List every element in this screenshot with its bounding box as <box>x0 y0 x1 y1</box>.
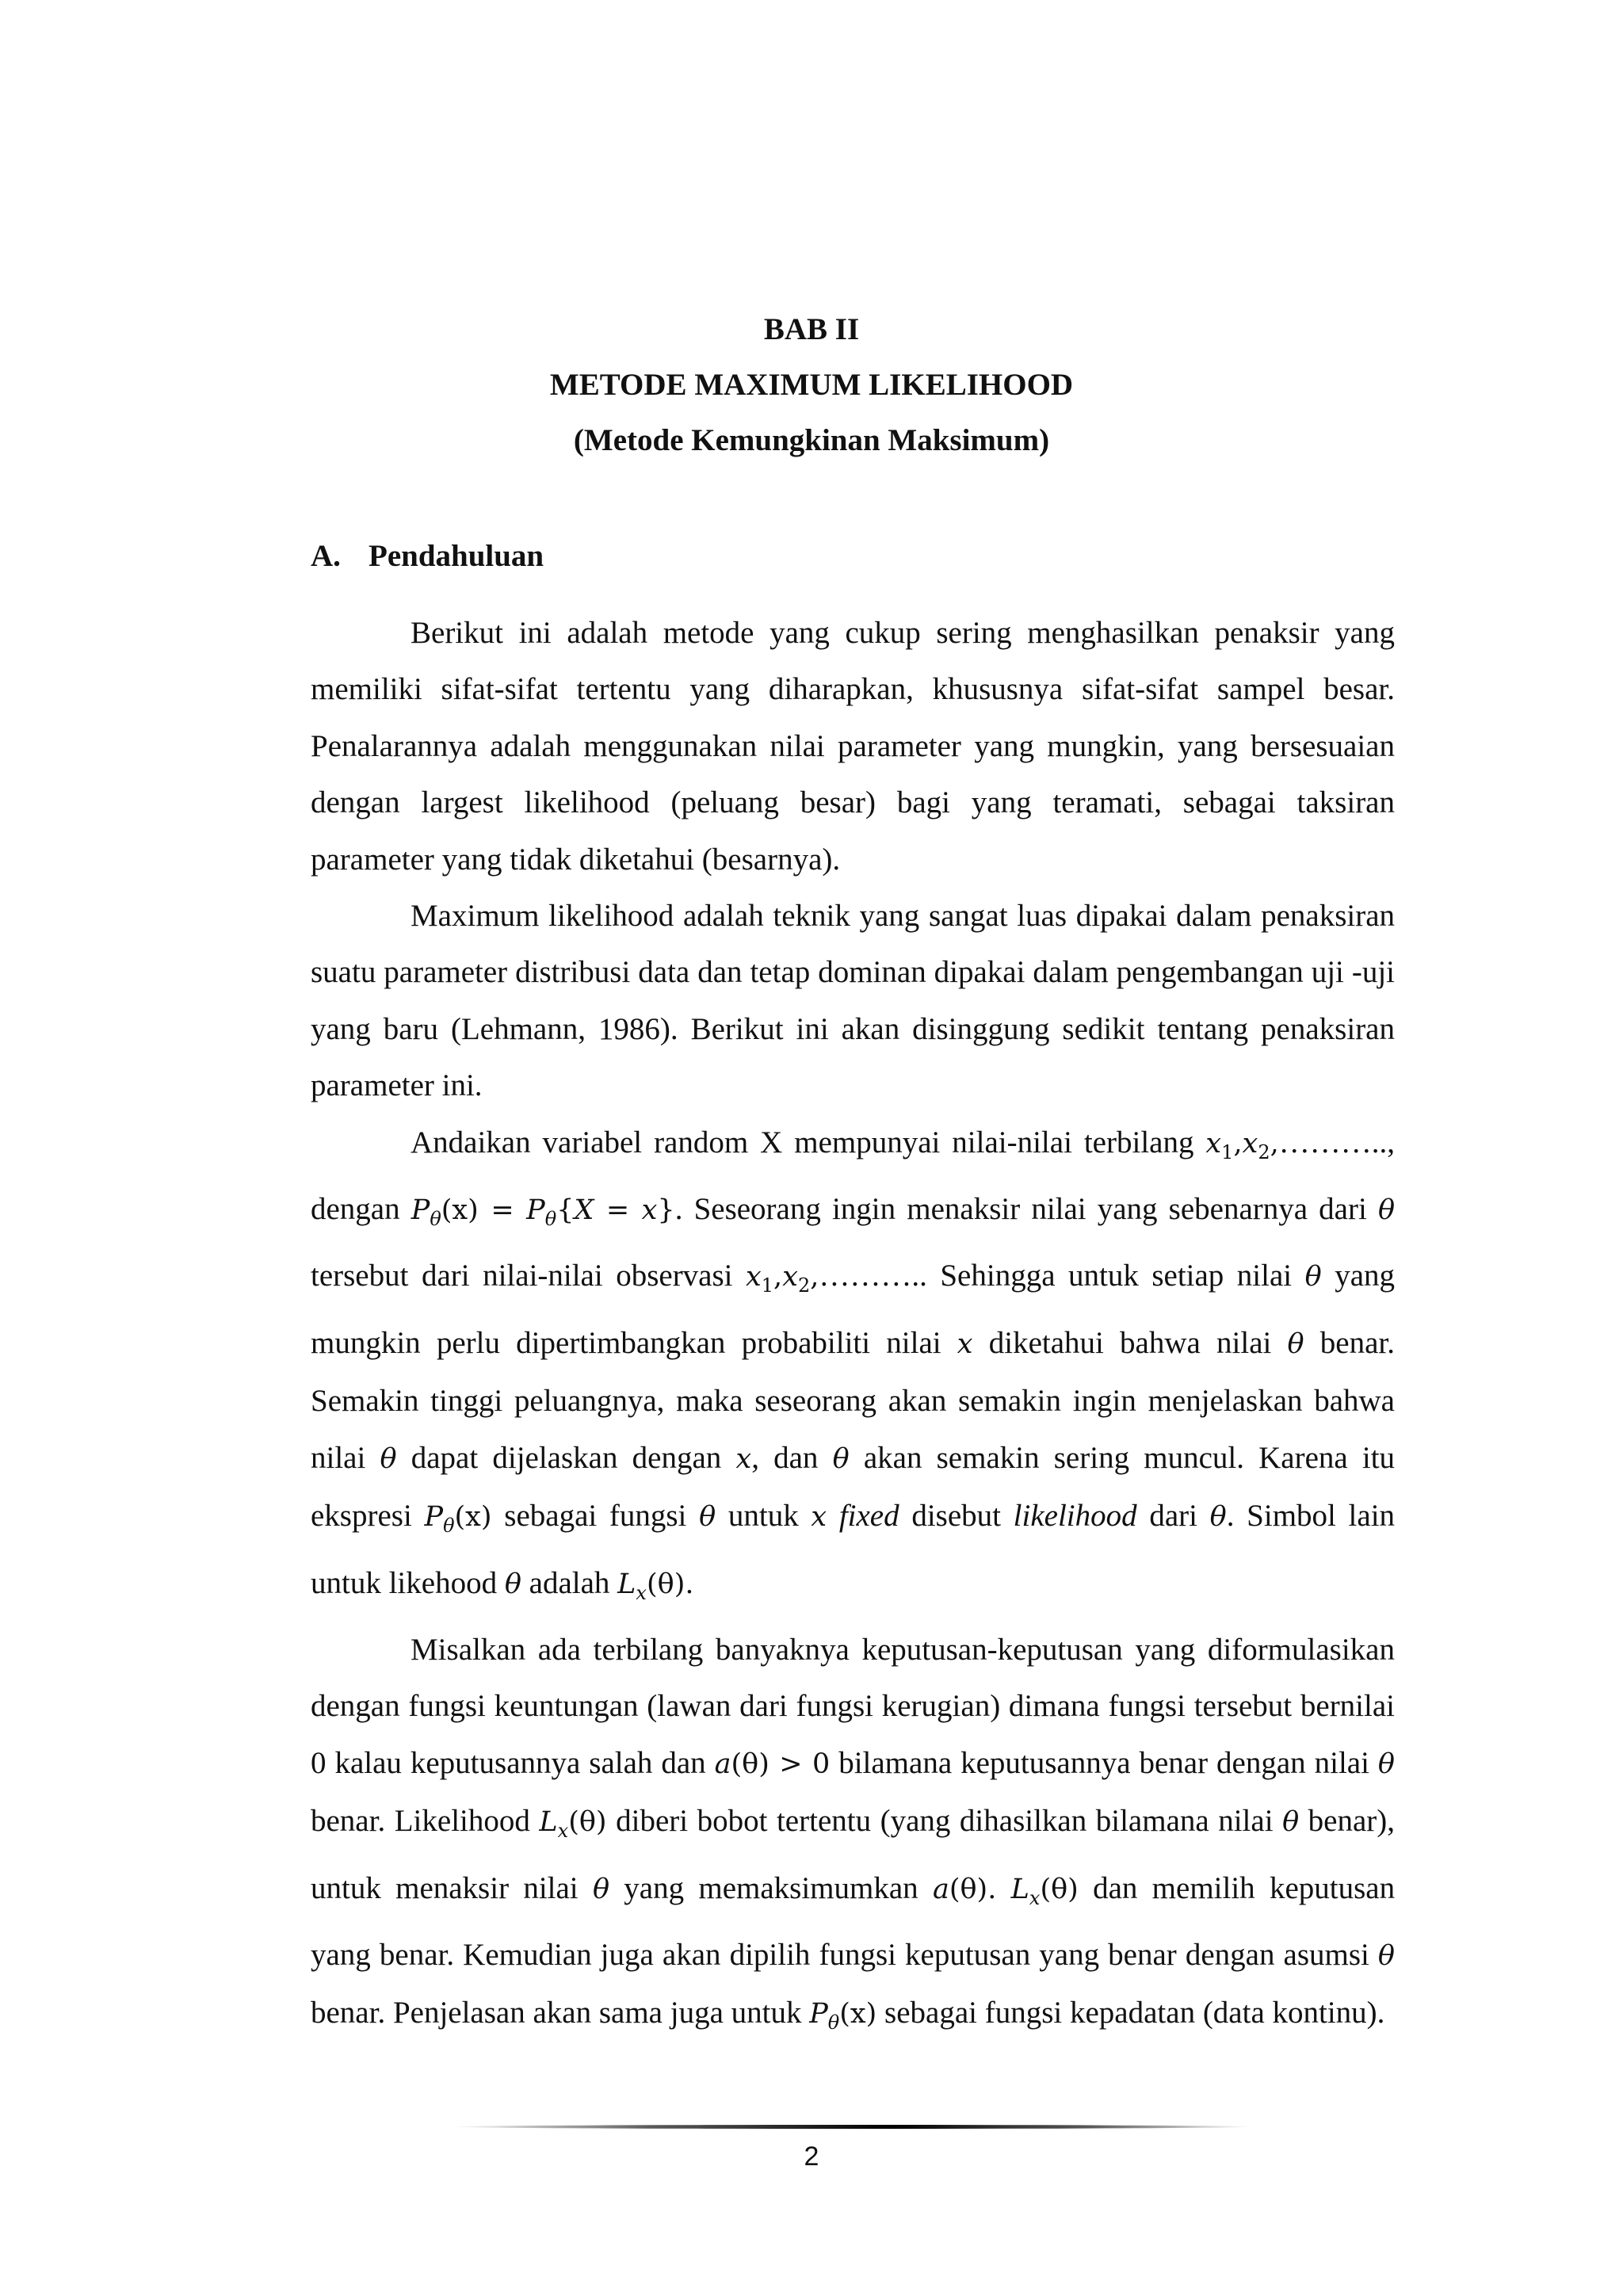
section-title: Pendahuluan <box>369 539 544 573</box>
text-run: yang memaksimumkan <box>624 1870 918 1905</box>
text-run: Andaikan variabel random X mempunyai nilai-nilai terbilang <box>411 1125 1194 1159</box>
math-theta: θ <box>1304 1261 1322 1293</box>
text-run: benar), untuk menaksir nilai <box>311 1804 1396 1905</box>
text-run: ……….. Sehingga untuk setiap nilai <box>819 1259 1293 1293</box>
math-theta: θ <box>832 1442 850 1475</box>
text-run: diketahui bahwa nilai <box>988 1325 1272 1360</box>
math-p-theta-x: $P_\theta(x)$ <box>809 1998 877 2034</box>
paragraph-3 <box>311 1114 1395 1622</box>
math-p-theta-x: $P_\theta(x) = P_\theta\{X = x\}$ <box>411 1194 675 1231</box>
math-theta: θ <box>592 1873 610 1905</box>
text-run: sebagai fungsi <box>504 1499 687 1534</box>
math-x1-x2: $x_1,x_2$, <box>746 1261 819 1297</box>
text-run: akan semakin sering muncul. Karena itu ekspresi <box>311 1440 1396 1534</box>
math-theta: θ <box>504 1568 521 1600</box>
math-l-x-theta: $L_x(\theta)$ <box>1010 1873 1079 1909</box>
chapter-subtitle: (Metode Kemungkinan Maksimum) <box>573 423 1050 457</box>
page-number: 2 <box>804 2141 819 2172</box>
text-run: dapat dijelaskan dengan <box>411 1440 722 1475</box>
math-theta: θ <box>1377 1748 1395 1780</box>
text-run: adalah <box>529 1565 610 1600</box>
paragraph-4 <box>311 1622 1395 2052</box>
text-run: dari <box>1149 1499 1197 1534</box>
section-number: A. <box>311 539 341 573</box>
text-run: benar. Semakin tinggi peluangnya, maka seseorang akan semakin ingin menjelaskan bahwa nilai <box>311 1325 1396 1475</box>
text-run: Misalkan ada terbilang banyaknya keputusan-keputusan yang diformulasikan dengan fungsi keuntungan (lawan dari fungsi kerugian) dimana fungsi tersebut bernilai 0 kalau keputusannya salah dan <box>311 1632 1395 1780</box>
math-theta: θ <box>699 1501 716 1534</box>
text-run: dengan <box>311 1192 400 1227</box>
text-run: disebut <box>911 1499 1001 1534</box>
math-x: x <box>735 1442 752 1475</box>
math-a-theta-gt-0: a(θ) > 0 <box>714 1748 831 1780</box>
text-run: , dan <box>751 1440 819 1475</box>
math-x1-x2: $x_1,x_2$, <box>1205 1127 1279 1163</box>
text-run: bilamana keputusannya benar dengan nilai <box>838 1745 1369 1780</box>
text-run: . Simbol lain untuk likehood <box>311 1499 1396 1600</box>
math-theta: θ <box>1377 1939 1395 1972</box>
text-run: benar. Likelihood <box>311 1804 530 1839</box>
math-x: x <box>957 1328 973 1360</box>
text-run: . Seseorang ingin menaksir nilai yang sebenarnya dari <box>674 1192 1367 1227</box>
math-theta: θ <box>1287 1328 1304 1360</box>
text-run: tersebut dari nilai-nilai observasi <box>311 1259 733 1293</box>
math-l-x-theta: $L_x(\theta)$. <box>617 1568 694 1604</box>
math-l-x-theta: $L_x(\theta)$ <box>539 1806 607 1843</box>
body-text <box>311 605 1395 2052</box>
text-run: diberi bobot tertentu (yang dihasilkan bilamana nilai <box>616 1804 1274 1839</box>
text-run: sebagai fungsi kepadatan (data kontinu). <box>884 1996 1385 2030</box>
paragraph-2: Maximum likelihood adalah teknik yang sangat luas dipakai dalam penaksiran suatu parameter distribusi data dan tetap dominan dipakai dalam pengembangan uji -uji yang baru (Lehmann, 1986). Berikut ini akan disinggung sedikit tentang penaksiran parameter ini. <box>311 899 1395 1103</box>
text-run-italic: likelihood <box>1013 1499 1137 1534</box>
math-a-theta: a(θ). <box>932 1873 997 1905</box>
text-run: benar. Penjelasan akan sama juga untuk <box>311 1996 802 2030</box>
section-heading <box>311 541 544 571</box>
math-theta: θ <box>1209 1501 1227 1534</box>
math-p-theta-x: $P_\theta(x)$ <box>424 1501 492 1538</box>
text-run-italic: fixed <box>838 1499 899 1534</box>
math-x: x <box>811 1501 827 1534</box>
text-run: ……….., <box>1278 1125 1395 1159</box>
text-run: yang mungkin perlu dipertimbangkan probabiliti nilai <box>311 1259 1396 1360</box>
chapter-number: BAB II <box>763 312 860 346</box>
text-run: untuk <box>727 1499 799 1534</box>
math-theta: θ <box>380 1442 397 1475</box>
math-theta: θ <box>1377 1194 1396 1227</box>
math-theta: θ <box>1282 1806 1300 1839</box>
paragraph-1: Berikut ini adalah metode yang cukup sering menghasilkan penaksir yang memiliki sifat-sifat tertentu yang diharapkan, khususnya sifat-sifat sampel besar. Penalarannya adalah menggunakan nilai parameter yang mungkin, yang bersesuaian dengan largest likelihood (peluang besar) bagi yang teramati, sebagai taksiran parameter yang tidak diketahui (besarnya). <box>311 616 1395 877</box>
chapter-title: METODE MAXIMUM LIKELIHOOD <box>549 368 1074 402</box>
footer-divider <box>452 2125 1252 2129</box>
text-run: dan memilih keputusan yang benar. Kemudian juga akan dipilih fungsi keputusan yang benar dengan asumsi <box>311 1870 1396 1972</box>
